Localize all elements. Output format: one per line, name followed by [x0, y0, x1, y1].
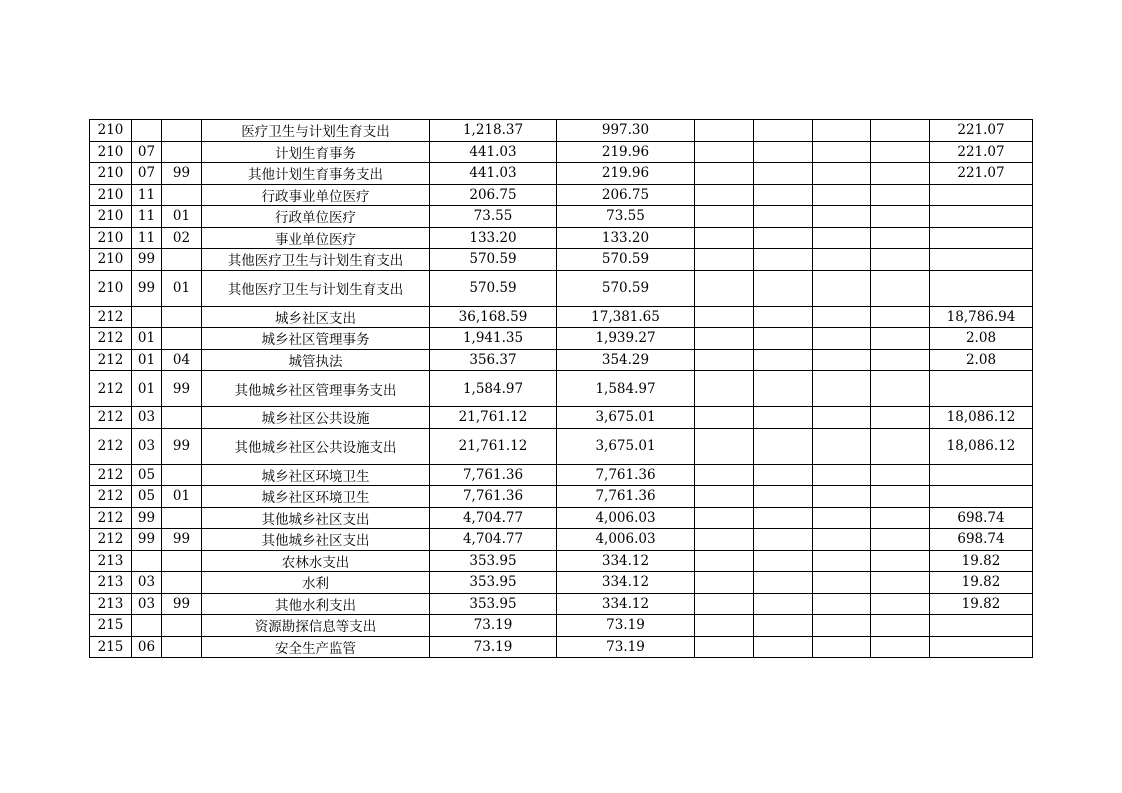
table-row — [90, 636, 1033, 658]
table-row — [90, 615, 1033, 637]
subject-name-cell: 行政事业单位医疗 — [202, 184, 430, 206]
column-3-cell — [695, 184, 754, 206]
column-4-cell — [754, 163, 813, 185]
column-6-cell — [871, 206, 930, 228]
column-3-cell — [695, 615, 754, 637]
item-code-cell — [162, 550, 202, 572]
column-3-cell — [695, 428, 754, 464]
column-5-cell — [813, 593, 871, 615]
column-6-cell — [871, 572, 930, 594]
column-5-cell — [813, 464, 871, 486]
total-cell: 4,704.77 — [430, 507, 557, 529]
column-5-cell — [813, 529, 871, 551]
project-expenditure-cell: 19.82 — [930, 550, 1033, 572]
subject-name-cell: 其他医疗卫生与计划生育支出 — [202, 270, 430, 306]
table-body — [90, 120, 1033, 658]
subject-name-cell: 其他医疗卫生与计划生育支出 — [202, 249, 430, 271]
section-code-cell: 06 — [132, 636, 162, 658]
class-code-cell: 213 — [90, 550, 132, 572]
basic-expenditure-cell: 73.19 — [557, 615, 695, 637]
project-expenditure-cell: 698.74 — [930, 529, 1033, 551]
column-3-cell — [695, 249, 754, 271]
total-cell: 7,761.36 — [430, 486, 557, 508]
table-row — [90, 163, 1033, 185]
column-4-cell — [754, 249, 813, 271]
subject-name-cell: 水利 — [202, 572, 430, 594]
basic-expenditure-cell: 219.96 — [557, 163, 695, 185]
table-row — [90, 550, 1033, 572]
class-code-cell: 215 — [90, 636, 132, 658]
column-3-cell — [695, 486, 754, 508]
section-code-cell: 99 — [132, 270, 162, 306]
column-4-cell — [754, 464, 813, 486]
class-code-cell: 212 — [90, 529, 132, 551]
class-code-cell: 212 — [90, 306, 132, 328]
section-code-cell: 01 — [132, 328, 162, 350]
column-3-cell — [695, 371, 754, 407]
basic-expenditure-cell: 17,381.65 — [557, 306, 695, 328]
column-6-cell — [871, 227, 930, 249]
column-5-cell — [813, 141, 871, 163]
table-row — [90, 141, 1033, 163]
section-code-cell: 11 — [132, 227, 162, 249]
column-3-cell — [695, 270, 754, 306]
column-5-cell — [813, 227, 871, 249]
column-5-cell — [813, 249, 871, 271]
class-code-cell: 212 — [90, 328, 132, 350]
column-6-cell — [871, 120, 930, 142]
item-code-cell: 02 — [162, 227, 202, 249]
column-6-cell — [871, 636, 930, 658]
column-6-cell — [871, 507, 930, 529]
column-5-cell — [813, 486, 871, 508]
class-code-cell: 212 — [90, 349, 132, 371]
section-code-cell: 03 — [132, 593, 162, 615]
subject-name-cell: 其他城乡社区公共设施支出 — [202, 428, 430, 464]
column-3-cell — [695, 306, 754, 328]
basic-expenditure-cell: 334.12 — [557, 550, 695, 572]
table-row — [90, 529, 1033, 551]
class-code-cell: 213 — [90, 572, 132, 594]
table-row — [90, 464, 1033, 486]
item-code-cell — [162, 507, 202, 529]
column-3-cell — [695, 572, 754, 594]
column-4-cell — [754, 636, 813, 658]
section-code-cell: 03 — [132, 428, 162, 464]
table-row — [90, 328, 1033, 350]
column-6-cell — [871, 486, 930, 508]
column-4-cell — [754, 306, 813, 328]
column-4-cell — [754, 206, 813, 228]
subject-name-cell: 其他水利支出 — [202, 593, 430, 615]
total-cell: 356.37 — [430, 349, 557, 371]
column-5-cell — [813, 428, 871, 464]
column-4-cell — [754, 328, 813, 350]
column-3-cell — [695, 593, 754, 615]
subject-name-cell: 其他城乡社区支出 — [202, 529, 430, 551]
project-expenditure-cell: 18,086.12 — [930, 428, 1033, 464]
column-6-cell — [871, 529, 930, 551]
item-code-cell — [162, 572, 202, 594]
column-3-cell — [695, 206, 754, 228]
class-code-cell: 210 — [90, 184, 132, 206]
column-5-cell — [813, 163, 871, 185]
basic-expenditure-cell: 570.59 — [557, 270, 695, 306]
table-row — [90, 572, 1033, 594]
subject-name-cell: 安全生产监管 — [202, 636, 430, 658]
project-expenditure-cell: 221.07 — [930, 163, 1033, 185]
item-code-cell: 04 — [162, 349, 202, 371]
column-4-cell — [754, 529, 813, 551]
column-4-cell — [754, 615, 813, 637]
table-row — [90, 184, 1033, 206]
total-cell: 353.95 — [430, 550, 557, 572]
column-6-cell — [871, 593, 930, 615]
item-code-cell — [162, 615, 202, 637]
class-code-cell: 215 — [90, 615, 132, 637]
subject-name-cell: 其他城乡社区管理事务支出 — [202, 371, 430, 407]
class-code-cell: 212 — [90, 371, 132, 407]
subject-name-cell: 资源勘探信息等支出 — [202, 615, 430, 637]
section-code-cell: 05 — [132, 464, 162, 486]
column-3-cell — [695, 550, 754, 572]
class-code-cell: 210 — [90, 141, 132, 163]
column-6-cell — [871, 249, 930, 271]
basic-expenditure-cell: 570.59 — [557, 249, 695, 271]
column-4-cell — [754, 572, 813, 594]
item-code-cell: 99 — [162, 163, 202, 185]
column-5-cell — [813, 206, 871, 228]
column-5-cell — [813, 507, 871, 529]
total-cell: 206.75 — [430, 184, 557, 206]
total-cell: 7,761.36 — [430, 464, 557, 486]
subject-name-cell: 事业单位医疗 — [202, 227, 430, 249]
column-6-cell — [871, 270, 930, 306]
section-code-cell — [132, 120, 162, 142]
project-expenditure-cell — [930, 486, 1033, 508]
subject-name-cell: 城乡社区环境卫生 — [202, 486, 430, 508]
project-expenditure-cell — [930, 184, 1033, 206]
basic-expenditure-cell: 4,006.03 — [557, 507, 695, 529]
total-cell: 21,761.12 — [430, 407, 557, 429]
basic-expenditure-cell: 73.19 — [557, 636, 695, 658]
section-code-cell: 11 — [132, 206, 162, 228]
total-cell: 353.95 — [430, 572, 557, 594]
column-5-cell — [813, 306, 871, 328]
item-code-cell — [162, 141, 202, 163]
class-code-cell: 210 — [90, 249, 132, 271]
column-6-cell — [871, 407, 930, 429]
column-5-cell — [813, 328, 871, 350]
class-code-cell: 210 — [90, 206, 132, 228]
column-4-cell — [754, 507, 813, 529]
budget-table — [89, 119, 1033, 658]
column-6-cell — [871, 328, 930, 350]
column-6-cell — [871, 349, 930, 371]
column-3-cell — [695, 163, 754, 185]
section-code-cell: 01 — [132, 349, 162, 371]
column-5-cell — [813, 572, 871, 594]
column-4-cell — [754, 227, 813, 249]
column-5-cell — [813, 349, 871, 371]
column-4-cell — [754, 486, 813, 508]
section-code-cell: 07 — [132, 141, 162, 163]
subject-name-cell: 医疗卫生与计划生育支出 — [202, 120, 430, 142]
column-5-cell — [813, 550, 871, 572]
column-3-cell — [695, 141, 754, 163]
section-code-cell: 99 — [132, 249, 162, 271]
project-expenditure-cell: 221.07 — [930, 120, 1033, 142]
subject-name-cell: 其他城乡社区支出 — [202, 507, 430, 529]
column-4-cell — [754, 371, 813, 407]
class-code-cell: 212 — [90, 407, 132, 429]
column-3-cell — [695, 636, 754, 658]
item-code-cell — [162, 636, 202, 658]
project-expenditure-cell: 221.07 — [930, 141, 1033, 163]
column-5-cell — [813, 270, 871, 306]
total-cell: 133.20 — [430, 227, 557, 249]
item-code-cell — [162, 249, 202, 271]
basic-expenditure-cell: 334.12 — [557, 593, 695, 615]
table-row — [90, 593, 1033, 615]
column-3-cell — [695, 227, 754, 249]
column-3-cell — [695, 407, 754, 429]
item-code-cell — [162, 120, 202, 142]
basic-expenditure-cell: 133.20 — [557, 227, 695, 249]
subject-name-cell: 城乡社区支出 — [202, 306, 430, 328]
class-code-cell: 210 — [90, 227, 132, 249]
total-cell: 353.95 — [430, 593, 557, 615]
project-expenditure-cell: 19.82 — [930, 572, 1033, 594]
column-4-cell — [754, 550, 813, 572]
table-row — [90, 407, 1033, 429]
project-expenditure-cell: 2.08 — [930, 328, 1033, 350]
project-expenditure-cell — [930, 206, 1033, 228]
basic-expenditure-cell: 4,006.03 — [557, 529, 695, 551]
column-5-cell — [813, 184, 871, 206]
section-code-cell: 01 — [132, 371, 162, 407]
basic-expenditure-cell: 3,675.01 — [557, 428, 695, 464]
section-code-cell: 05 — [132, 486, 162, 508]
column-3-cell — [695, 120, 754, 142]
total-cell: 36,168.59 — [430, 306, 557, 328]
column-6-cell — [871, 615, 930, 637]
section-code-cell — [132, 615, 162, 637]
total-cell: 1,941.35 — [430, 328, 557, 350]
project-expenditure-cell: 18,786.94 — [930, 306, 1033, 328]
column-5-cell — [813, 371, 871, 407]
total-cell: 21,761.12 — [430, 428, 557, 464]
subject-name-cell: 农林水支出 — [202, 550, 430, 572]
class-code-cell: 212 — [90, 464, 132, 486]
column-3-cell — [695, 464, 754, 486]
table-row — [90, 249, 1033, 271]
table-row — [90, 507, 1033, 529]
basic-expenditure-cell: 997.30 — [557, 120, 695, 142]
table-row — [90, 428, 1033, 464]
subject-name-cell: 计划生育事务 — [202, 141, 430, 163]
basic-expenditure-cell: 334.12 — [557, 572, 695, 594]
subject-name-cell: 城管执法 — [202, 349, 430, 371]
project-expenditure-cell: 698.74 — [930, 507, 1033, 529]
basic-expenditure-cell: 354.29 — [557, 349, 695, 371]
item-code-cell: 99 — [162, 529, 202, 551]
basic-expenditure-cell: 7,761.36 — [557, 464, 695, 486]
column-5-cell — [813, 120, 871, 142]
class-code-cell: 212 — [90, 507, 132, 529]
total-cell: 73.19 — [430, 615, 557, 637]
subject-name-cell: 城乡社区公共设施 — [202, 407, 430, 429]
total-cell: 441.03 — [430, 163, 557, 185]
column-3-cell — [695, 328, 754, 350]
item-code-cell: 01 — [162, 486, 202, 508]
column-6-cell — [871, 306, 930, 328]
class-code-cell: 212 — [90, 428, 132, 464]
item-code-cell: 99 — [162, 371, 202, 407]
subject-name-cell: 其他计划生育事务支出 — [202, 163, 430, 185]
item-code-cell: 99 — [162, 593, 202, 615]
project-expenditure-cell — [930, 615, 1033, 637]
column-5-cell — [813, 407, 871, 429]
section-code-cell: 11 — [132, 184, 162, 206]
table-row — [90, 270, 1033, 306]
column-4-cell — [754, 428, 813, 464]
column-4-cell — [754, 349, 813, 371]
column-6-cell — [871, 141, 930, 163]
table-row — [90, 349, 1033, 371]
table-row — [90, 371, 1033, 407]
total-cell: 4,704.77 — [430, 529, 557, 551]
class-code-cell: 210 — [90, 120, 132, 142]
basic-expenditure-cell: 73.55 — [557, 206, 695, 228]
item-code-cell: 01 — [162, 270, 202, 306]
total-cell: 1,584.97 — [430, 371, 557, 407]
column-6-cell — [871, 550, 930, 572]
project-expenditure-cell — [930, 371, 1033, 407]
item-code-cell — [162, 407, 202, 429]
project-expenditure-cell: 2.08 — [930, 349, 1033, 371]
column-4-cell — [754, 184, 813, 206]
section-code-cell: 03 — [132, 407, 162, 429]
total-cell: 570.59 — [430, 270, 557, 306]
total-cell: 73.55 — [430, 206, 557, 228]
basic-expenditure-cell: 3,675.01 — [557, 407, 695, 429]
project-expenditure-cell: 19.82 — [930, 593, 1033, 615]
basic-expenditure-cell: 219.96 — [557, 141, 695, 163]
section-code-cell: 03 — [132, 572, 162, 594]
item-code-cell — [162, 184, 202, 206]
total-cell: 1,218.37 — [430, 120, 557, 142]
class-code-cell: 210 — [90, 163, 132, 185]
column-3-cell — [695, 529, 754, 551]
subject-name-cell: 城乡社区环境卫生 — [202, 464, 430, 486]
column-3-cell — [695, 349, 754, 371]
section-code-cell: 07 — [132, 163, 162, 185]
table-row — [90, 120, 1033, 142]
class-code-cell: 212 — [90, 486, 132, 508]
item-code-cell: 99 — [162, 428, 202, 464]
item-code-cell — [162, 328, 202, 350]
total-cell: 570.59 — [430, 249, 557, 271]
project-expenditure-cell — [930, 636, 1033, 658]
column-3-cell — [695, 507, 754, 529]
item-code-cell: 01 — [162, 206, 202, 228]
basic-expenditure-cell: 7,761.36 — [557, 486, 695, 508]
column-5-cell — [813, 636, 871, 658]
section-code-cell: 99 — [132, 507, 162, 529]
table-row — [90, 227, 1033, 249]
basic-expenditure-cell: 206.75 — [557, 184, 695, 206]
column-6-cell — [871, 428, 930, 464]
project-expenditure-cell: 18,086.12 — [930, 407, 1033, 429]
section-code-cell — [132, 550, 162, 572]
basic-expenditure-cell: 1,584.97 — [557, 371, 695, 407]
column-6-cell — [871, 371, 930, 407]
column-6-cell — [871, 184, 930, 206]
total-cell: 441.03 — [430, 141, 557, 163]
section-code-cell — [132, 306, 162, 328]
class-code-cell: 213 — [90, 593, 132, 615]
total-cell: 73.19 — [430, 636, 557, 658]
table-row — [90, 486, 1033, 508]
column-5-cell — [813, 615, 871, 637]
project-expenditure-cell — [930, 227, 1033, 249]
column-4-cell — [754, 270, 813, 306]
subject-name-cell: 城乡社区管理事务 — [202, 328, 430, 350]
column-4-cell — [754, 593, 813, 615]
project-expenditure-cell — [930, 270, 1033, 306]
item-code-cell — [162, 306, 202, 328]
column-4-cell — [754, 120, 813, 142]
table-row — [90, 206, 1033, 228]
section-code-cell: 99 — [132, 529, 162, 551]
column-6-cell — [871, 163, 930, 185]
basic-expenditure-cell: 1,939.27 — [557, 328, 695, 350]
project-expenditure-cell — [930, 464, 1033, 486]
column-6-cell — [871, 464, 930, 486]
project-expenditure-cell — [930, 249, 1033, 271]
item-code-cell — [162, 464, 202, 486]
subject-name-cell: 行政单位医疗 — [202, 206, 430, 228]
column-4-cell — [754, 141, 813, 163]
table-row — [90, 306, 1033, 328]
class-code-cell: 210 — [90, 270, 132, 306]
column-4-cell — [754, 407, 813, 429]
